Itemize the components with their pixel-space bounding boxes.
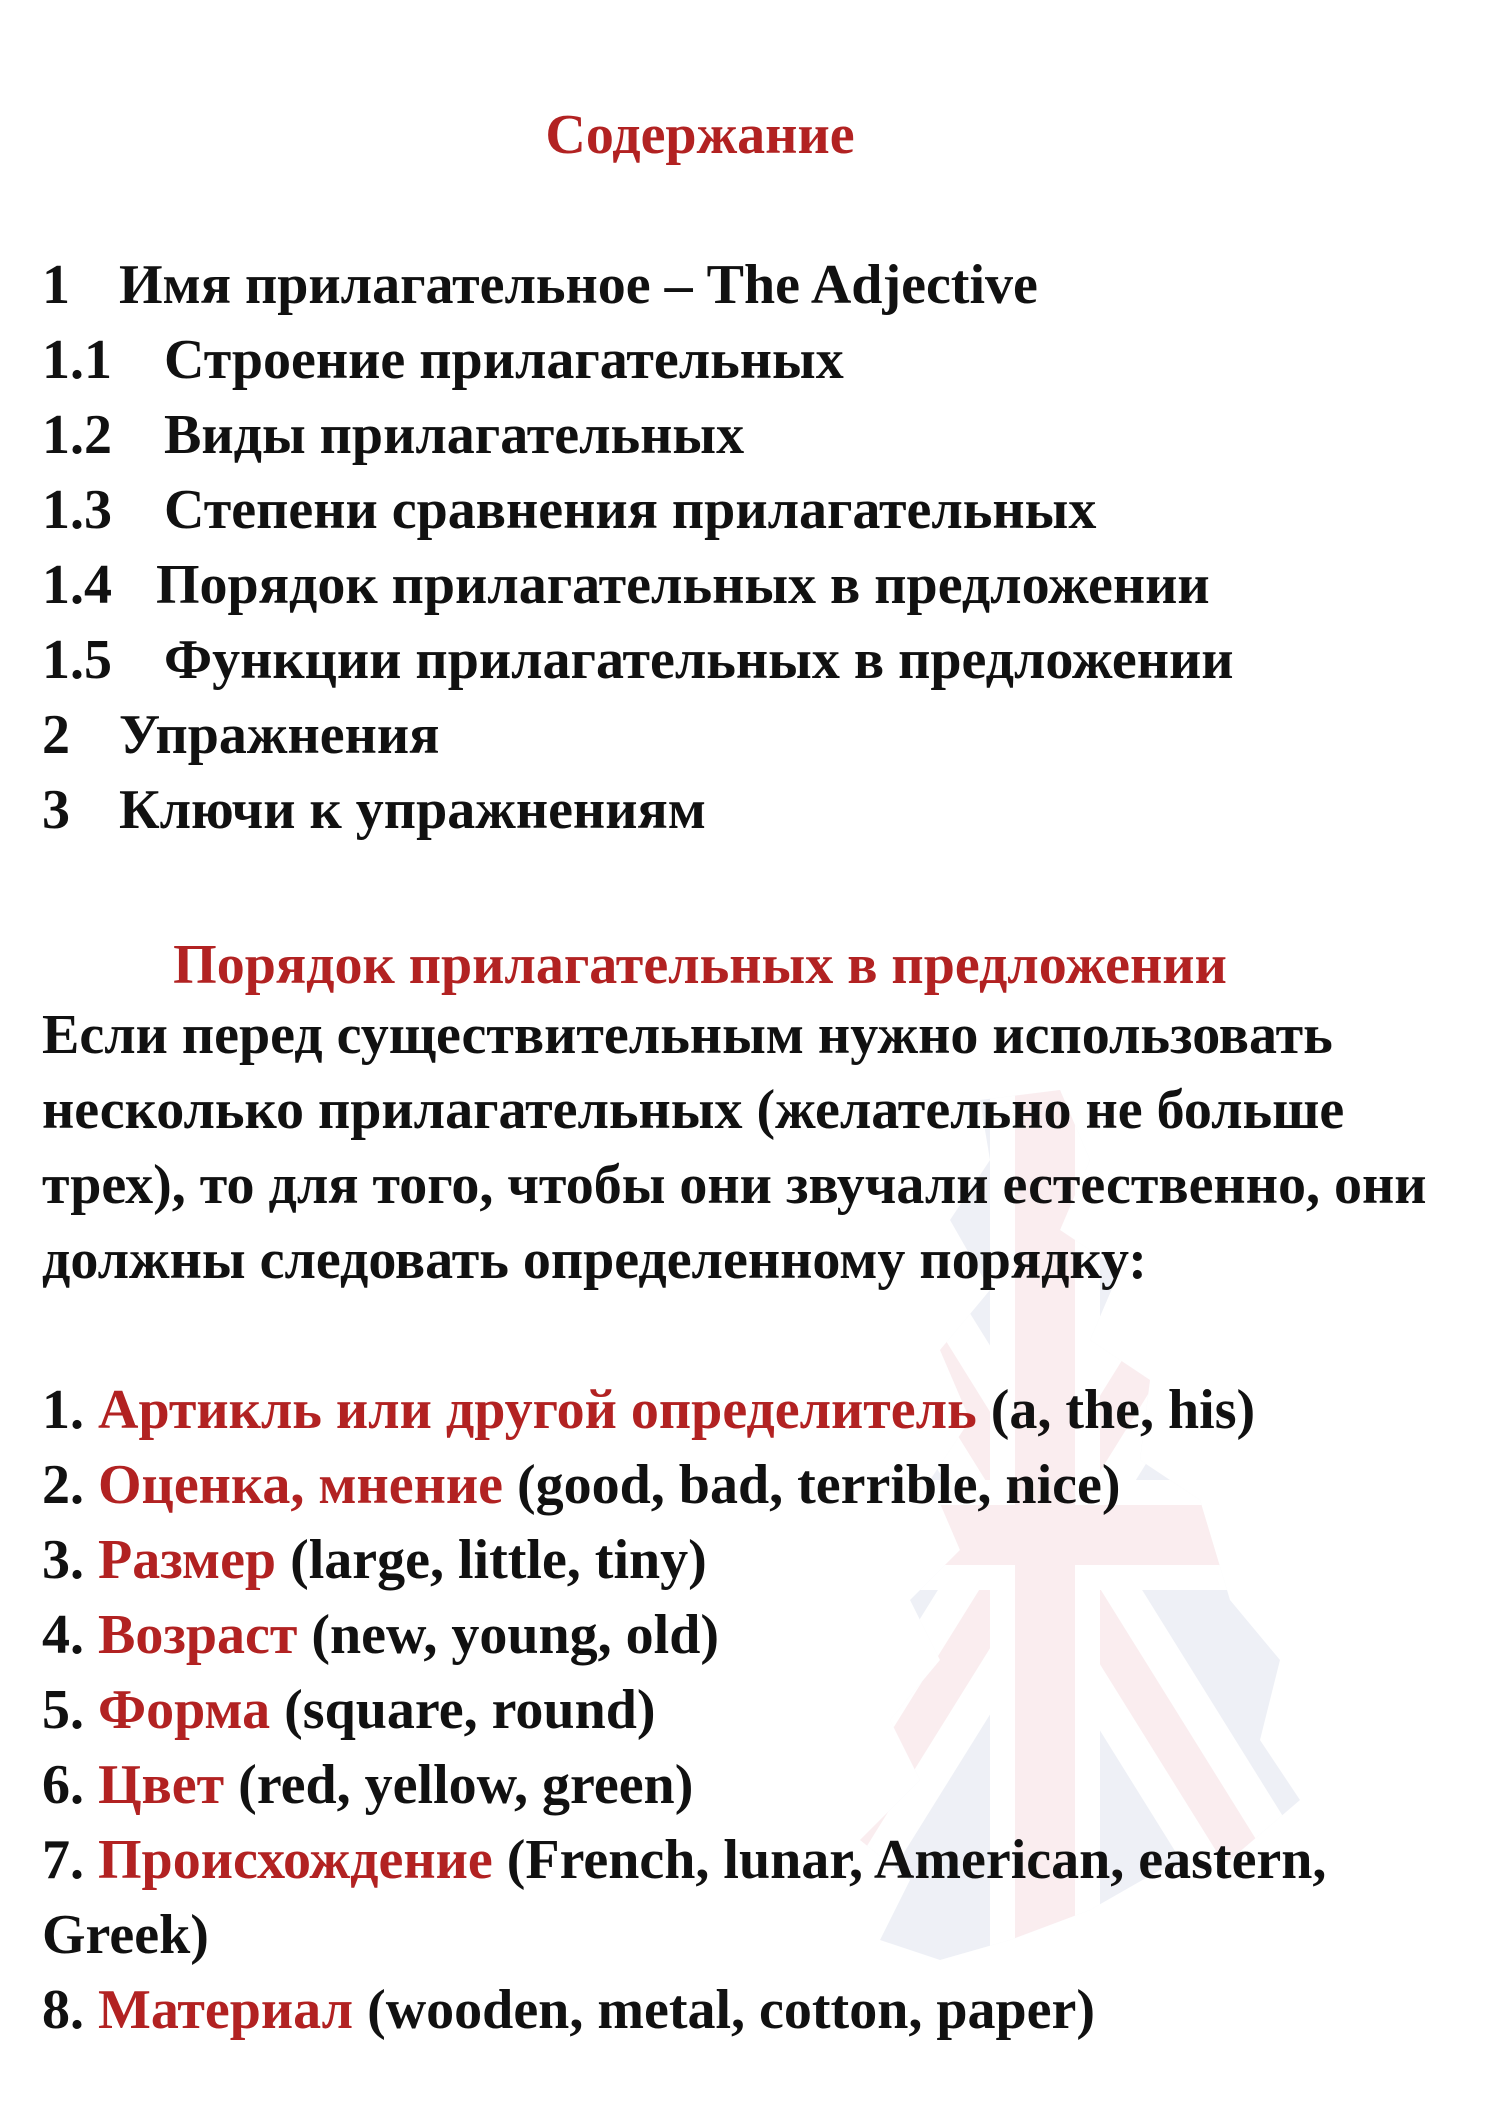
- list-item-number: 2.: [42, 1454, 84, 1516]
- list-item-category: Оценка, мнение: [98, 1454, 504, 1516]
- toc-item: [42, 473, 1234, 548]
- list-item-number: 5.: [42, 1679, 84, 1741]
- list-item-examples: (red, yellow, green): [238, 1754, 694, 1816]
- toc-item-number: 2: [42, 704, 70, 766]
- list-item-number: 4.: [42, 1604, 84, 1666]
- toc-item-text: Упражнения: [119, 704, 440, 766]
- toc-item: [42, 698, 1234, 773]
- toc-item: [42, 398, 1234, 473]
- list-item-number: 1.: [42, 1379, 84, 1441]
- adjective-order-list: [42, 1373, 1482, 2048]
- list-item-examples: (wooden, metal, cotton, paper): [367, 1979, 1095, 2041]
- toc-item-text: Имя прилагательное – The Adjective: [119, 254, 1038, 316]
- toc-item-text: Порядок прилагательных в предложении: [156, 554, 1210, 616]
- toc-item-text: Степени сравнения прилагательных: [164, 479, 1097, 541]
- list-item-category: Цвет: [98, 1754, 225, 1816]
- list-item-examples: (large, little, tiny): [290, 1529, 707, 1591]
- toc-item-number: 1.2: [42, 404, 112, 466]
- list-item-examples: (new, young, old): [311, 1604, 720, 1666]
- section-intro-paragraph: Если перед существительным нужно использовать несколько прилагательных (желательно не больше трех), то для того, чтобы они звучали естественно, они должны следовать определенному порядку:: [42, 1004, 1427, 1291]
- toc-item-number: 1.3: [42, 479, 112, 541]
- list-item-category: Возраст: [98, 1604, 298, 1666]
- list-item-number: 6.: [42, 1754, 84, 1816]
- table-of-contents: [42, 248, 1234, 848]
- toc-item: [42, 323, 1234, 398]
- list-item-category: Форма: [98, 1679, 271, 1741]
- toc-item-text: Строение прилагательных: [164, 329, 844, 391]
- list-item-examples: (good, bad, terrible, nice): [517, 1454, 1121, 1516]
- list-item-category: Происхождение: [98, 1829, 493, 1891]
- list-item-examples: (square, round): [284, 1679, 656, 1741]
- list-item-category: Размер: [98, 1529, 277, 1591]
- toc-item: [42, 623, 1234, 698]
- toc-item: [42, 248, 1234, 323]
- list-item: [42, 1823, 1482, 1973]
- list-item-number: 3.: [42, 1529, 84, 1591]
- list-item-number: 8.: [42, 1979, 84, 2041]
- section-title: Порядок прилагательных в предложении: [173, 934, 1227, 996]
- toc-item-number: 1.1: [42, 329, 112, 391]
- toc-item-text: Ключи к упражнениям: [119, 779, 706, 841]
- list-item: [42, 1448, 1482, 1523]
- list-item-category: Материал: [98, 1979, 354, 2041]
- toc-item-number: 1.4: [42, 554, 112, 616]
- list-item: [42, 1373, 1482, 1448]
- list-item-category: Артикль или другой определитель: [98, 1379, 977, 1441]
- list-item: [42, 1598, 1482, 1673]
- list-item-number: 7.: [42, 1829, 84, 1891]
- list-item: [42, 1748, 1482, 1823]
- toc-item: [42, 548, 1234, 623]
- list-item: [42, 1523, 1482, 1598]
- toc-title: Содержание: [545, 104, 855, 166]
- list-item: [42, 1973, 1482, 2048]
- list-item-examples: (a, the, his): [990, 1379, 1256, 1441]
- toc-item: [42, 773, 1234, 848]
- toc-item-number: 1: [42, 254, 70, 316]
- list-item-examples: (French, lunar, American, eastern, Greek): [42, 1829, 1327, 1966]
- toc-item-text: Функции прилагательных в предложении: [164, 629, 1234, 691]
- toc-item-text: Виды прилагательных: [164, 404, 745, 466]
- toc-item-number: 1.5: [42, 629, 112, 691]
- toc-item-number: 3: [42, 779, 70, 841]
- list-item: [42, 1673, 1482, 1748]
